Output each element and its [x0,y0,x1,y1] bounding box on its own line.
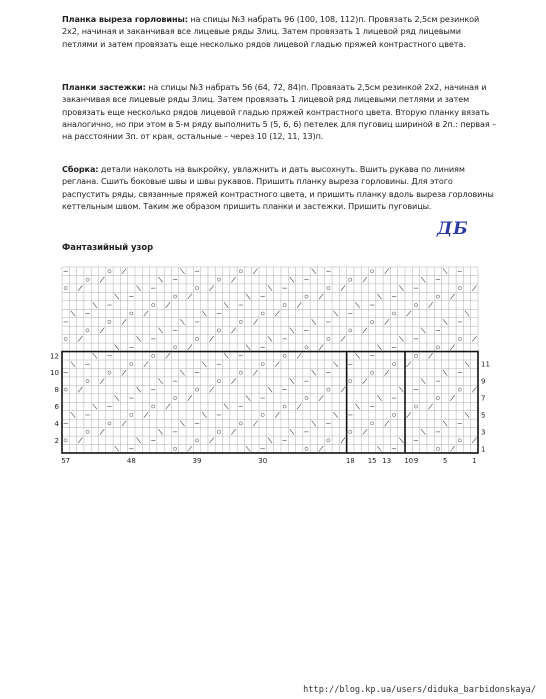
yarn-over-symbol [130,413,133,416]
button-band-heading: Планки застежки: [62,82,146,92]
yarn-over-symbol [86,278,89,281]
yarn-over-symbol [327,337,330,340]
yarn-over-symbol [458,337,461,340]
left-decrease-symbol [246,294,250,299]
left-decrease-symbol [443,269,447,274]
right-decrease-symbol [428,353,432,358]
yarn-over-symbol [436,346,439,349]
right-decrease-symbol [209,336,213,341]
left-decrease-symbol [180,370,184,375]
yarn-over-symbol [305,396,308,399]
yarn-over-symbol [239,371,242,374]
right-decrease-symbol [319,345,323,350]
yarn-over-symbol [64,287,67,290]
left-row-number: 12 [50,352,59,361]
right-decrease-symbol [472,285,476,290]
right-decrease-symbol [363,429,367,434]
yarn-over-symbol [174,396,177,399]
yarn-over-symbol [436,447,439,450]
yarn-over-symbol [392,312,395,315]
yarn-over-symbol [371,320,374,323]
yarn-over-symbol [392,363,395,366]
left-decrease-symbol [180,269,184,274]
yarn-over-symbol [283,405,286,408]
yarn-over-symbol [239,320,242,323]
left-decrease-symbol [421,328,425,333]
stitch-number: 18 [345,457,355,465]
left-decrease-symbol [180,421,184,426]
yarn-over-symbol [239,270,242,273]
left-decrease-symbol [224,302,228,307]
right-decrease-symbol [407,362,411,367]
right-decrease-symbol [472,438,476,443]
left-decrease-symbol [377,294,381,299]
right-decrease-symbol [231,378,235,383]
yarn-over-symbol [195,287,198,290]
right-decrease-symbol [385,370,389,375]
right-decrease-symbol [209,285,213,290]
left-decrease-symbol [268,387,272,392]
yarn-over-symbol [86,329,89,332]
left-row-number: 10 [50,369,59,378]
right-decrease-symbol [275,311,279,316]
right-decrease-symbol [209,387,213,392]
right-decrease-symbol [166,302,170,307]
left-decrease-symbol [465,311,469,316]
left-decrease-symbol [246,345,250,350]
right-decrease-symbol [253,319,257,324]
yarn-over-symbol [261,312,264,315]
right-decrease-symbol [341,336,345,341]
yarn-over-symbol [217,380,220,383]
yarn-over-symbol [436,295,439,298]
right-decrease-symbol [188,294,192,299]
right-decrease-symbol [122,319,126,324]
left-decrease-symbol [180,319,184,324]
left-decrease-symbol [421,429,425,434]
left-decrease-symbol [290,277,294,282]
left-decrease-symbol [399,387,403,392]
right-decrease-symbol [450,446,454,451]
yarn-over-symbol [130,363,133,366]
yarn-over-symbol [239,422,242,425]
right-decrease-symbol [253,269,257,274]
yarn-over-symbol [86,430,89,433]
yarn-over-symbol [349,430,352,433]
left-decrease-symbol [71,412,75,417]
left-decrease-symbol [136,438,140,443]
right-decrease-symbol [385,269,389,274]
yarn-over-symbol [436,396,439,399]
left-decrease-symbol [93,302,97,307]
stitch-number: 30 [258,457,268,465]
right-decrease-symbol [428,404,432,409]
left-decrease-symbol [136,285,140,290]
right-decrease-symbol [472,336,476,341]
right-decrease-symbol [100,328,104,333]
yarn-over-symbol [458,439,461,442]
right-decrease-symbol [122,269,126,274]
yarn-over-symbol [64,337,67,340]
right-decrease-symbol [231,429,235,434]
left-row-number: 8 [54,386,59,395]
right-decrease-symbol [144,412,148,417]
right-decrease-symbol [297,404,301,409]
left-decrease-symbol [246,395,250,400]
right-decrease-symbol [231,328,235,333]
right-decrease-symbol [188,345,192,350]
right-decrease-symbol [385,421,389,426]
yarn-over-symbol [108,320,111,323]
left-decrease-symbol [268,285,272,290]
yarn-over-symbol [305,295,308,298]
left-decrease-symbol [136,336,140,341]
yarn-over-symbol [108,371,111,374]
left-decrease-symbol [312,269,316,274]
yarn-over-symbol [195,439,198,442]
left-decrease-symbol [421,378,425,383]
left-decrease-symbol [355,404,359,409]
left-decrease-symbol [465,412,469,417]
yarn-over-symbol [414,405,417,408]
left-decrease-symbol [465,362,469,367]
left-decrease-symbol [377,345,381,350]
yarn-over-symbol [305,447,308,450]
left-decrease-symbol [115,294,119,299]
yarn-over-symbol [108,270,111,273]
footer-url: http://blog.kp.ua/users/diduka_barbidonskaya/ [303,685,536,695]
yarn-over-symbol [458,287,461,290]
yarn-over-symbol [283,354,286,357]
stitch-number: 48 [126,457,136,465]
stitch-number: 15 [367,457,377,465]
right-decrease-symbol [122,370,126,375]
assembly-heading: Сборка: [62,164,99,174]
left-decrease-symbol [158,429,162,434]
right-decrease-symbol [78,387,82,392]
stitch-number: 1 [472,457,477,465]
yarn-over-symbol [217,278,220,281]
right-decrease-symbol [122,421,126,426]
left-decrease-symbol [399,285,403,290]
left-decrease-symbol [334,362,338,367]
assembly-text: детали наколоть на выкройку, увлажнить и дать высохнуть. Вшить рукава по линиям реглана. Сшить боковые швы и швы рукавов. Пришить планку выреза горловины. Для этого распустить ряды, связанные пряжей контрастного цвета, и пришить планку вдоль выреза горловины кеттельным швом. Таким же образом пришить планки и застежки. Пришить пуговицы. [62,164,494,211]
yarn-over-symbol [349,278,352,281]
chart-title: Фантазийный узор [62,242,154,252]
left-decrease-symbol [399,438,403,443]
yarn-over-symbol [64,439,67,442]
left-decrease-symbol [115,446,119,451]
right-decrease-symbol [231,277,235,282]
yarn-over-symbol [327,388,330,391]
left-decrease-symbol [71,311,75,316]
right-decrease-symbol [363,378,367,383]
right-decrease-symbol [166,404,170,409]
right-decrease-symbol [319,395,323,400]
yarn-over-symbol [349,380,352,383]
left-decrease-symbol [290,328,294,333]
left-decrease-symbol [158,378,162,383]
yarn-over-symbol [108,422,111,425]
yarn-over-symbol [261,363,264,366]
left-decrease-symbol [355,302,359,307]
right-decrease-symbol [363,277,367,282]
yarn-over-symbol [152,354,155,357]
right-decrease-symbol [428,302,432,307]
left-decrease-symbol [224,404,228,409]
neck-band-text: на спицы №3 набрать 96 (100, 108, 112)п. Провязать 2,5см резинкой 2х2, начиная и заканчивая все лицевые ряды 3лиц. Затем провязать 1 лицевой ряд лицевыми петлями и затем провязать еще несколько рядов лицевой гладью пряжей контрастного цвета. [62,14,480,49]
left-decrease-symbol [71,362,75,367]
left-decrease-symbol [115,345,119,350]
right-decrease-symbol [385,319,389,324]
left-decrease-symbol [136,387,140,392]
right-decrease-symbol [100,378,104,383]
left-decrease-symbol [290,429,294,434]
stitch-number: 5 [442,457,448,465]
right-decrease-symbol [209,438,213,443]
right-decrease-symbol [341,285,345,290]
yarn-over-symbol [130,312,133,315]
left-decrease-symbol [355,353,359,358]
stitch-number: 10 [404,457,414,465]
right-decrease-symbol [450,294,454,299]
right-decrease-symbol [450,345,454,350]
left-decrease-symbol [93,353,97,358]
yarn-over-symbol [327,439,330,442]
right-decrease-symbol [166,353,170,358]
left-decrease-symbol [93,404,97,409]
yarn-over-symbol [174,346,177,349]
yarn-over-symbol [327,287,330,290]
stitch-number: 39 [192,457,202,465]
left-decrease-symbol [377,446,381,451]
yarn-over-symbol [152,405,155,408]
right-decrease-symbol [78,438,82,443]
yarn-over-symbol [371,422,374,425]
left-decrease-symbol [334,311,338,316]
stitch-number: 57 [61,457,71,465]
right-decrease-symbol [472,387,476,392]
yarn-over-symbol [64,388,67,391]
left-decrease-symbol [290,378,294,383]
right-row-number: 5 [481,411,486,420]
right-decrease-symbol [319,294,323,299]
left-decrease-symbol [158,328,162,333]
yarn-over-symbol [392,413,395,416]
right-decrease-symbol [188,395,192,400]
left-decrease-symbol [115,395,119,400]
right-decrease-symbol [78,336,82,341]
yarn-over-symbol [217,430,220,433]
right-decrease-symbol [275,412,279,417]
right-decrease-symbol [297,302,301,307]
left-decrease-symbol [158,277,162,282]
left-decrease-symbol [312,319,316,324]
right-decrease-symbol [407,412,411,417]
right-row-number: 9 [481,377,486,386]
yarn-over-symbol [458,388,461,391]
right-row-number: 1 [481,445,486,454]
left-decrease-symbol [202,362,206,367]
neck-band-heading: Планка выреза горловины: [62,14,188,24]
stitch-number: 13 [382,457,392,465]
yarn-over-symbol [217,329,220,332]
right-decrease-symbol [188,446,192,451]
left-decrease-symbol [246,446,250,451]
right-row-number: 3 [481,428,486,437]
right-decrease-symbol [253,421,257,426]
left-decrease-symbol [312,370,316,375]
yarn-over-symbol [195,388,198,391]
left-decrease-symbol [443,319,447,324]
left-row-number: 4 [54,419,59,428]
left-decrease-symbol [202,311,206,316]
yarn-over-symbol [86,380,89,383]
right-decrease-symbol [341,387,345,392]
yarn-over-symbol [305,346,308,349]
left-decrease-symbol [443,421,447,426]
left-decrease-symbol [268,438,272,443]
yarn-over-symbol [371,270,374,273]
right-decrease-symbol [253,370,257,375]
yarn-over-symbol [349,329,352,332]
left-decrease-symbol [399,336,403,341]
left-decrease-symbol [421,277,425,282]
right-decrease-symbol [144,311,148,316]
right-decrease-symbol [100,429,104,434]
yarn-over-symbol [414,354,417,357]
right-decrease-symbol [363,328,367,333]
left-decrease-symbol [377,395,381,400]
right-decrease-symbol [275,362,279,367]
right-decrease-symbol [341,438,345,443]
yarn-over-symbol [371,371,374,374]
left-row-number: 6 [54,403,59,411]
right-decrease-symbol [297,353,301,358]
left-decrease-symbol [443,370,447,375]
left-row-number: 2 [54,436,59,445]
yarn-over-symbol [283,303,286,306]
right-decrease-symbol [144,362,148,367]
left-decrease-symbol [202,412,206,417]
right-decrease-symbol [319,446,323,451]
yarn-over-symbol [261,413,264,416]
stitch-number: 9 [413,457,419,465]
left-decrease-symbol [268,336,272,341]
yarn-over-symbol [174,295,177,298]
left-decrease-symbol [312,421,316,426]
right-decrease-symbol [78,285,82,290]
yarn-over-symbol [414,303,417,306]
yarn-over-symbol [195,337,198,340]
author-signature: ДБ [437,219,469,239]
right-row-number: 7 [481,394,486,403]
button-band-text: на спицы №3 набрать 56 (64, 72, 84)п. Провязать 2,5см резинкой 2х2, начиная и заканчивая все лицевые ряды 3лиц. Затем провязать 1 лицевой ряд лицевыми петлями и затем провязать еще несколько рядов лицевой гладью пряжей контрастного цвета. Вторую планку вязать аналогично, но при этом в 5-м ряду выполнить 5 (5, 6, 6) петелек для пуговиц шириной в 2п.: первая – на расстоянии 3п. от края, остальные – через 10 (12, 11, 13)п. [62,82,497,142]
right-row-number: 11 [481,360,490,369]
left-decrease-symbol [334,412,338,417]
left-decrease-symbol [224,353,228,358]
yarn-over-symbol [174,447,177,450]
right-decrease-symbol [450,395,454,400]
right-decrease-symbol [407,311,411,316]
yarn-over-symbol [152,303,155,306]
right-decrease-symbol [100,277,104,282]
